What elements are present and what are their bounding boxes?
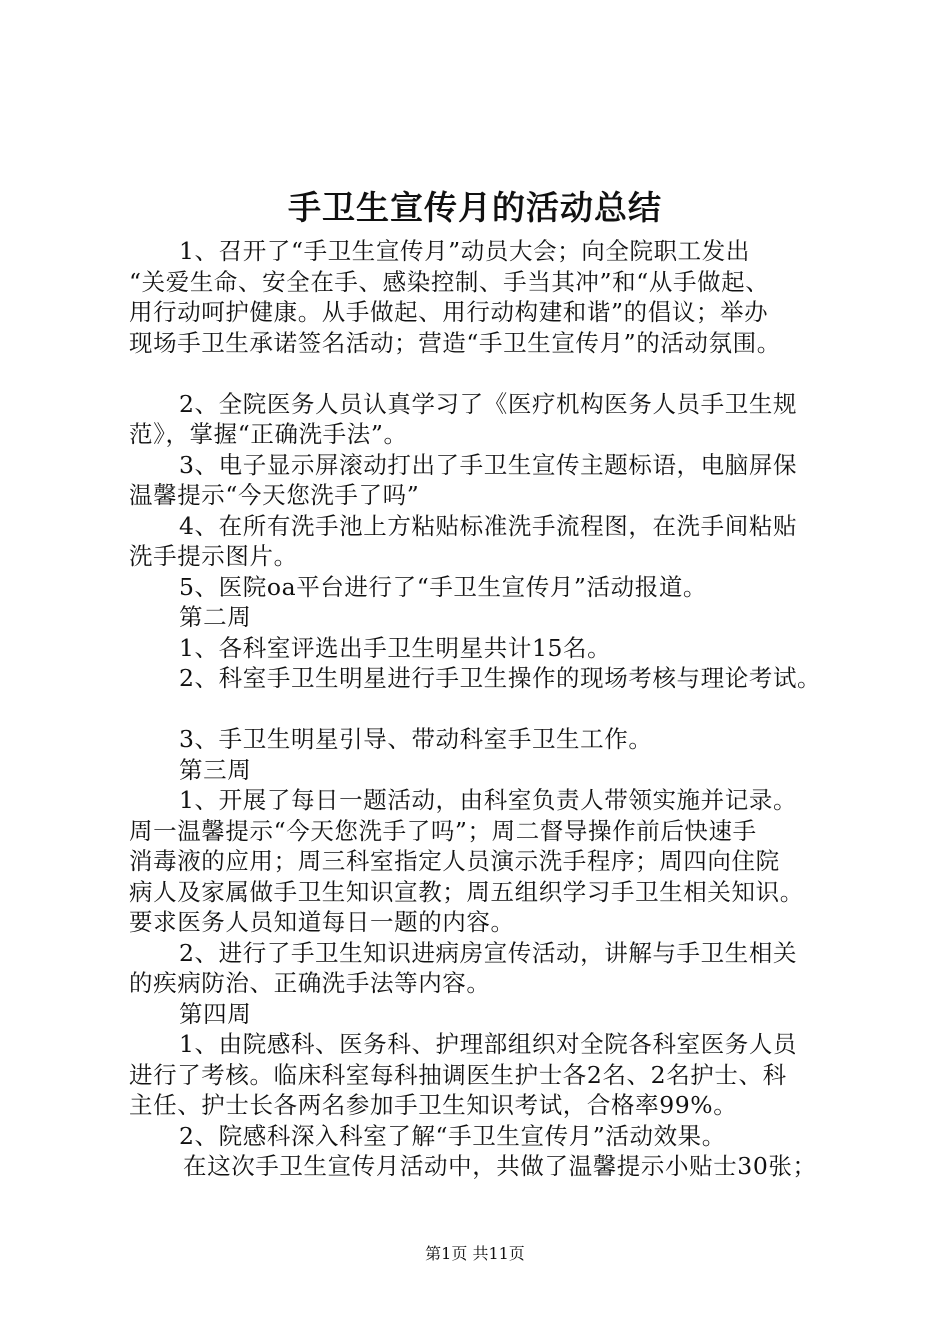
page-number-footer: 第1页 共11页 — [425, 1244, 525, 1263]
section-heading-week-3: 第三周 — [179, 755, 252, 784]
paragraph-line: 范》，掌握“正确洗手法”。 — [129, 420, 408, 448]
paragraph-line: 1、开展了每日一题活动，由科室负责人带领实施并记录。 — [179, 786, 798, 814]
document-body — [129, 236, 854, 1182]
paragraph-line: 2、进行了手卫生知识进病房宣传活动，讲解与手卫生相关 — [179, 938, 798, 967]
paragraph-line: 1、召开了“手卫生宣传月”动员大会；向全院职工发出 — [179, 237, 750, 265]
paragraph-line: 2、全院医务人员认真学习了《医疗机构医务人员手卫生规 — [179, 389, 798, 418]
paragraph-line: 5、医院oa平台进行了“手卫生宣传月”活动报道。 — [179, 572, 708, 601]
paragraph-line: 3、电子显示屏滚动打出了手卫生宣传主题标语，电脑屏保 — [179, 450, 798, 479]
paragraph-line: 温馨提示“今天您洗手了吗” — [129, 481, 420, 509]
paragraph-line: 4、在所有洗手池上方粘贴标准洗手流程图，在洗手间粘贴 — [179, 511, 798, 540]
paragraph-line: 消毒液的应用；周三科室指定人员演示洗手程序；周四向住院 — [129, 847, 780, 875]
paragraph-line: 要求医务人员知道每日一题的内容。 — [129, 908, 515, 936]
section-heading-week-4: 第四周 — [179, 999, 252, 1028]
paragraph-line: 2、科室手卫生明星进行手卫生操作的现场考核与理论考试。 — [179, 664, 822, 692]
paragraph-line: 进行了考核。临床科室每科抽调医生护士各2名、2名护士、科 — [129, 1060, 787, 1089]
paragraph-line: “关爱生命、安全在手、感染控制、手当其冲”和“从手做起、 — [129, 267, 770, 296]
paragraph-line: 病人及家属做手卫生知识宣教；周五组织学习手卫生相关知识。 — [129, 877, 804, 906]
paragraph-line: 主任、护士长各两名参加手卫生知识考试，合格率99%。 — [129, 1091, 738, 1119]
paragraph-line: 的疾病防治、正确洗手法等内容。 — [129, 969, 491, 997]
paragraph-line: 在这次手卫生宣传月活动中，共做了温馨提示小贴士30张； — [183, 1152, 817, 1180]
paragraph-line: 洗手提示图片。 — [129, 542, 298, 570]
paragraph-line: 周一温馨提示“今天您洗手了吗”；周二督导操作前后快速手 — [129, 816, 757, 845]
paragraph-line: 1、各科室评选出手卫生明星共计15名。 — [179, 633, 612, 662]
paragraph-line: 现场手卫生承诺签名活动；营造“手卫生宣传月”的活动氛围。 — [129, 328, 781, 357]
document-title: 手卫生宣传月的活动总结 — [288, 188, 662, 227]
section-heading-week-2: 第二周 — [179, 603, 252, 631]
paragraph-line: 3、手卫生明星引导、带动科室手卫生工作。 — [179, 725, 653, 753]
paragraph-line: 2、院感科深入科室了解“手卫生宣传月”活动效果。 — [179, 1121, 726, 1150]
paragraph-line: 1、由院感科、医务科、护理部组织对全院各科室医务人员 — [179, 1030, 798, 1058]
blank-line — [129, 358, 854, 389]
paragraph-line: 用行动呵护健康。从手做起、用行动构建和谐”的倡议；举办 — [129, 298, 769, 326]
blank-line — [129, 694, 854, 725]
